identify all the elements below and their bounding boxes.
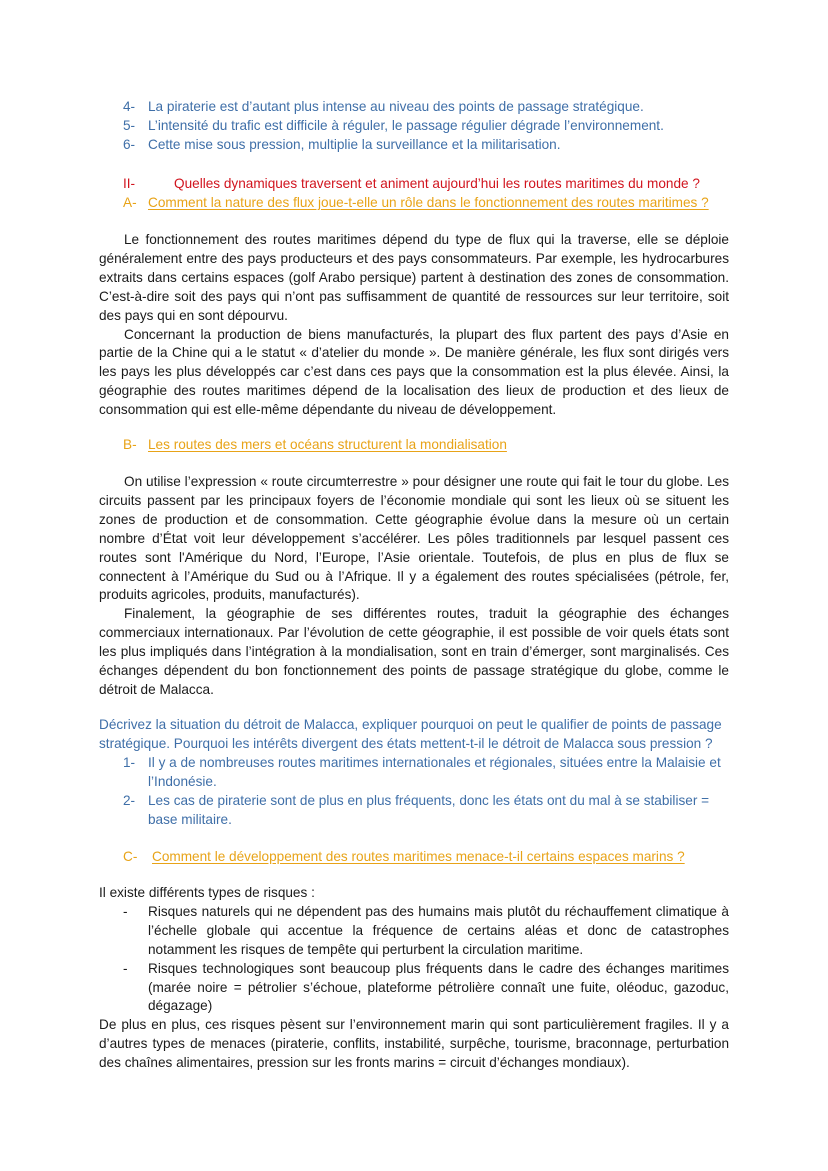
answer-text: Les cas de piraterie sont de plus en plus fréquents, donc les états ont du mal à se stabiliser = base militaire. bbox=[148, 792, 710, 827]
subsection-title: Les routes des mers et océans structurent la mondialisation bbox=[148, 437, 507, 452]
section-heading-ii bbox=[99, 175, 729, 194]
paragraph: On utilise l’expression « route circumterrestre » pour désigner une route qui fait le tour du globe. Les circuits passent par les principaux foyers de l’économie mondiale qui sont les lieux où se situent les zones de production et de consommation. Cette géographie évolue dans la mesure où un certain nombre d’État voit leur développement s’accélérer. Les pôles traditionnels par lesquel passent ces routes sont l'Amérique du Nord, l’Europe, l’Asie orientale. Toutefois, de plus en plus de flux se connectent à l’Amérique du Sud ou à l’Afrique. Il y a également des routes spécialisées (pétrole, fer, produits agricoles, produits, manufacturés). bbox=[99, 474, 729, 603]
section-a-body bbox=[99, 231, 729, 420]
paragraph: Finalement, la géographie de ses différentes routes, traduit la géographie des échanges commerciaux internationaux. Par l’évolution de cette géographie, il est possible de voir quels états sont les plus impliqués dans l’intégration à la mondialisation, sont en train d’émerger, sont marginalisés. Ces échanges dépendent du bon fonctionnement des points de passage stratégique du globe, comme le détroit de Malacca. bbox=[99, 606, 729, 697]
list-text: L’intensité du trafic est difficile à réguler, le passage régulier dégrade l’environnement. bbox=[148, 117, 664, 133]
risk-item bbox=[99, 960, 729, 1017]
risk-text: Risques technologiques sont beaucoup plus fréquents dans le cadre des échanges maritimes (marée noire = pétrolier s’échoue, plateforme pétrolière connaît une fuite, oléoduc, gazoduc, dégazage) bbox=[148, 960, 729, 1014]
malacca-question bbox=[99, 716, 729, 829]
subsection-number: B- bbox=[123, 437, 137, 452]
risks-section bbox=[99, 884, 729, 1073]
list-number: 6- bbox=[123, 136, 136, 152]
bullet-dash: - bbox=[123, 903, 128, 919]
closing-paragraph: De plus en plus, ces risques pèsent sur l’environnement marin qui sont particulièrement fragiles. Il y a d’autres types de menaces (piraterie, conflits, instabilité, surpêche, tourisme, braconnage, perturbation des chaînes alimentaires, pression sur les fronts marins = circuit d’échanges mondiaux). bbox=[99, 1017, 729, 1071]
list-number: 4- bbox=[123, 99, 136, 114]
subsection-heading-a bbox=[99, 194, 729, 213]
numbered-list-top bbox=[99, 98, 729, 155]
subsection-number: A- bbox=[123, 195, 137, 210]
bullet-dash: - bbox=[123, 960, 128, 976]
risk-text: Risques naturels qui ne dépendent pas des humains mais plutôt du réchauffement climatique à l’échelle globale qui accentue la fréquence de certains aléas et donc de catastrophes notamment les risques de tempête qui perturbent la circulation maritime. bbox=[148, 903, 729, 957]
subsection-title: Comment la nature des flux joue-t-elle un rôle dans le fonctionnement des routes maritimes ? bbox=[148, 195, 709, 210]
answer-text: Il y a de nombreuses routes maritimes internationales et régionales, situées entre la Malaisie et l’Indonésie. bbox=[148, 754, 721, 789]
answer-item bbox=[99, 754, 729, 792]
list-item bbox=[99, 98, 729, 117]
answer-number: 1- bbox=[123, 754, 136, 770]
section-b-body bbox=[99, 473, 729, 700]
list-number: 5- bbox=[123, 117, 136, 133]
risks-intro: Il existe différents types de risques : bbox=[99, 885, 315, 900]
question-text: Décrivez la situation du détroit de Malacca, expliquer pourquoi on peut le qualifier de points de passage stratégique. Pourquoi les intérêts divergent des états mettent-t-il le détroit de Malacca sous pression ? bbox=[99, 717, 722, 751]
list-item bbox=[99, 117, 729, 136]
paragraph: Le fonctionnement des routes maritimes dépend du type de flux qui la traverse, elle se déploie généralement entre des pays producteurs et des pays consommateurs. Par exemple, les hydrocarbures extraits dans certains espaces (golf Arabo persique) partent à destination des zones de consommation. C’est-à-dire soit des pays qui n’ont pas suffisamment de quantité de ressources sur leur territoire, soit des pays qui en sont dépourvu. bbox=[99, 232, 729, 323]
subsection-number: C- bbox=[123, 849, 138, 864]
paragraph: Concernant la production de biens manufacturés, la plupart des flux partent des pays d’Asie en partie de la Chine qui a le statut « d’atelier du monde ». De manière générale, les flux sont dirigés vers les pays les plus développés car c’est dans ces pays que la consommation est la plus élevée. Ainsi, la géographie des routes maritimes dépend de la localisation des lieux de production et des lieux de consommation qui est elle-même dépendante du niveau de développement. bbox=[99, 326, 729, 418]
list-item bbox=[99, 136, 729, 155]
answer-item bbox=[99, 792, 729, 830]
section-title: Quelles dynamiques traversent et animent aujourd’hui les routes maritimes du monde ? bbox=[174, 176, 700, 191]
subsection-heading-c bbox=[99, 848, 729, 867]
answer-number: 2- bbox=[123, 792, 136, 808]
subsection-heading-b bbox=[99, 436, 729, 455]
list-text: La piraterie est d’autant plus intense au niveau des points de passage stratégique. bbox=[148, 99, 644, 114]
list-text: Cette mise sous pression, multiplie la surveillance et la militarisation. bbox=[148, 136, 561, 152]
section-number: II- bbox=[123, 176, 136, 191]
subsection-title: Comment le développement des routes maritimes menace-t-il certains espaces marins ? bbox=[152, 849, 685, 864]
risk-item bbox=[99, 903, 729, 960]
